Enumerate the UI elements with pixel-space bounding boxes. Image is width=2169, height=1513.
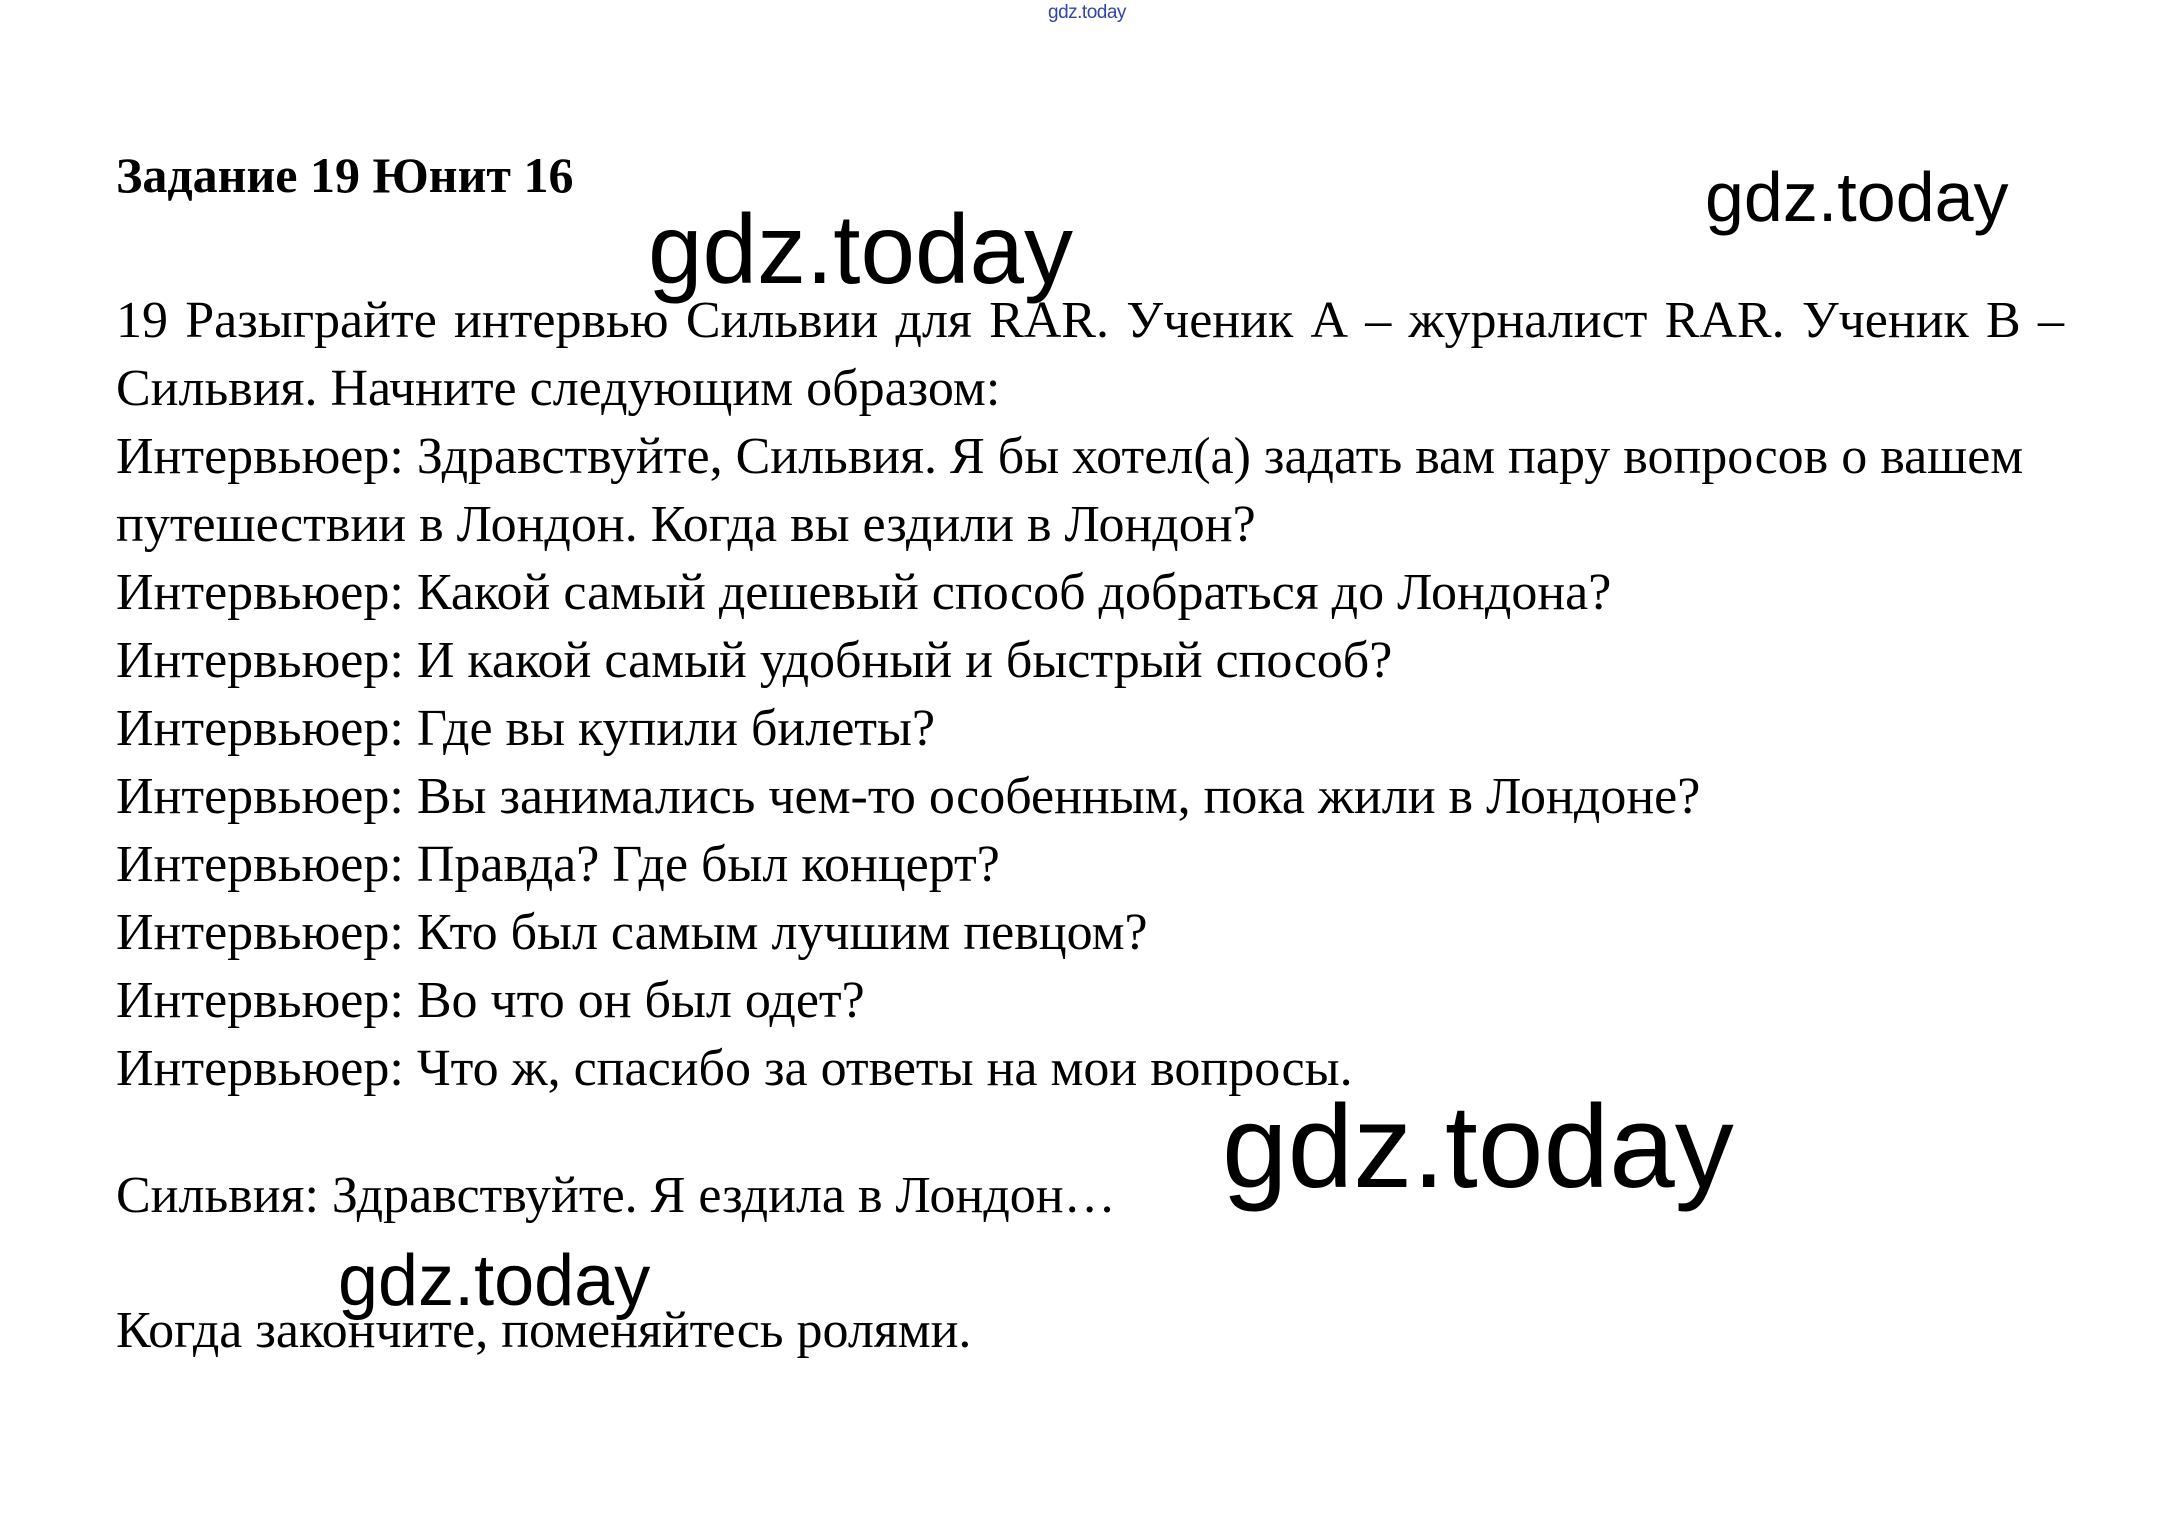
watermark: gdz.today	[1222, 1081, 1734, 1213]
site-mark: gdz.today	[1048, 2, 1126, 23]
watermark: gdz.today	[1705, 158, 2009, 236]
interviewer-line: Интервьюер: Правда? Где был концерт?	[116, 836, 1000, 893]
interviewer-line: Интервьюер: Вы занимались чем-то особенным, пока жили в Лондоне?	[116, 768, 1701, 825]
interviewer-line: Интервьюер: Кто был самым лучшим певцом?	[116, 904, 1148, 961]
watermark: gdz.today	[338, 1241, 651, 1321]
interviewer-line: Интервьюер: Во что он был одет?	[116, 972, 865, 1029]
closing-instruction: Когда закончите, поменяйтесь ролями.	[116, 1302, 972, 1359]
task-instruction: 19 Разыграйте интервью Сильвии для RAR. Ученик А – журналист RAR. Ученик В – Сильвия. Начните следующим образом:	[116, 292, 2064, 417]
watermark: gdz.today	[648, 194, 1073, 304]
interviewer-line: Интервьюер: Какой самый дешевый способ добраться до Лондона?	[116, 564, 1612, 621]
sylvia-line: Сильвия: Здравствуйте. Я ездила в Лондон…	[116, 1167, 1116, 1224]
interviewer-lines	[116, 423, 2064, 1103]
interviewer-line: Интервьюер: И какой самый удобный и быстрый способ?	[116, 632, 1393, 689]
page-title: Задание 19 Юнит 16	[116, 147, 574, 203]
interviewer-line: Интервьюер: Что ж, спасибо за ответы на мои вопросы.	[116, 1040, 1353, 1097]
interviewer-line: Интервьюер: Где вы купили билеты?	[116, 700, 936, 757]
interviewer-line: Интервьюер: Здравствуйте, Сильвия. Я бы хотел(а) задать вам пару вопросов о вашем путешествии в Лондон. Когда вы ездили в Лондон?	[116, 428, 2024, 553]
